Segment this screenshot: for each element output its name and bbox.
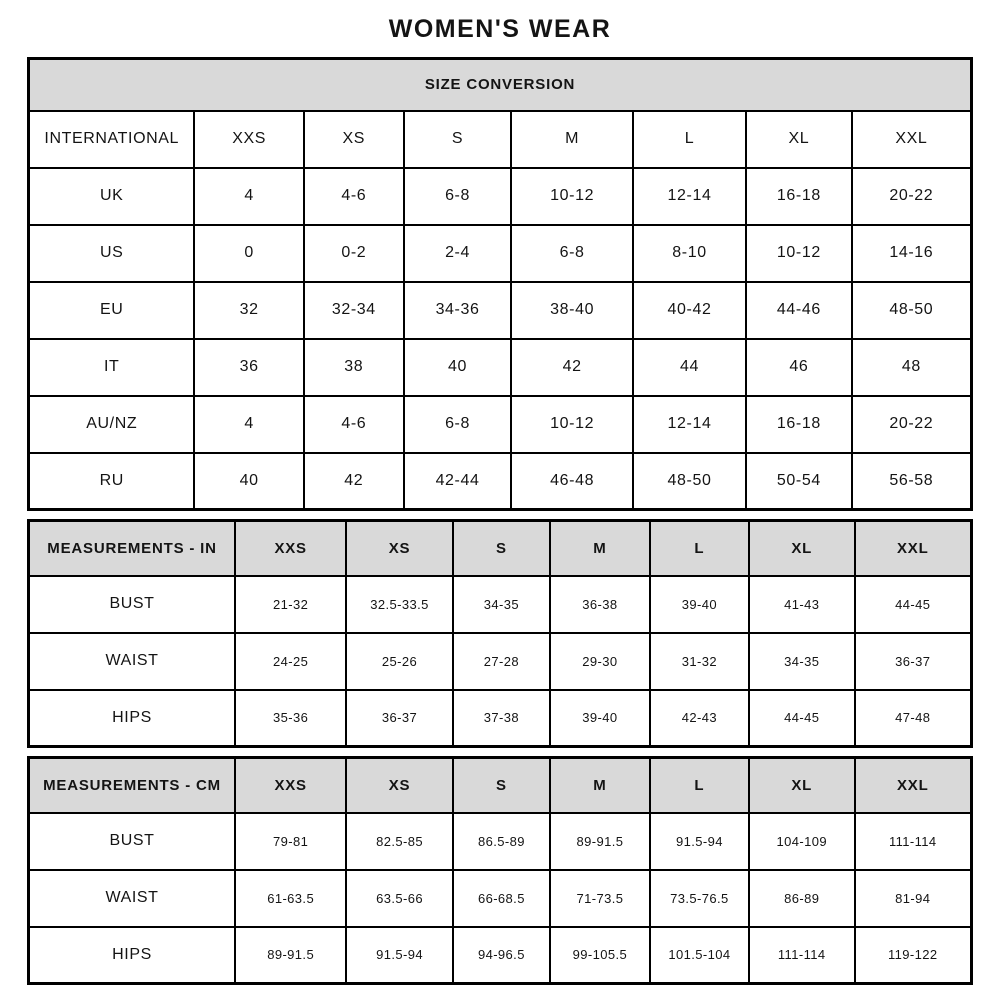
size-header-cell: S	[404, 111, 512, 168]
table-row	[29, 633, 972, 690]
measurements-cm-header-row	[29, 758, 972, 813]
size-header-cell: L	[650, 521, 749, 576]
table-cell: 71-73.5	[550, 870, 650, 927]
table-cell: 10-12	[511, 168, 633, 225]
table-cell: 4	[194, 396, 303, 453]
table-cell: 6-8	[511, 225, 633, 282]
row-label-cell: WAIST	[29, 633, 236, 690]
spacer	[27, 511, 973, 519]
table-row	[29, 927, 972, 984]
table-cell: 104-109	[749, 813, 855, 870]
table-cell: 0	[194, 225, 303, 282]
table-cell: 79-81	[235, 813, 346, 870]
table-cell: 86-89	[749, 870, 855, 927]
size-header-cell: XS	[304, 111, 404, 168]
table-cell: 12-14	[633, 396, 746, 453]
table-cell: 32-34	[304, 282, 404, 339]
table-cell: 47-48	[855, 690, 972, 747]
table-cell: 91.5-94	[650, 813, 749, 870]
size-header-cell: XL	[749, 521, 855, 576]
table-cell: 6-8	[404, 168, 512, 225]
row-label-cell: BUST	[29, 813, 236, 870]
table-cell: 36	[194, 339, 303, 396]
table-cell: 16-18	[746, 396, 852, 453]
table-cell: 36-37	[346, 690, 453, 747]
measurements-cm-table	[27, 756, 973, 985]
table-cell: 34-35	[453, 576, 550, 633]
size-header-cell: L	[633, 111, 746, 168]
table-cell: 24-25	[235, 633, 346, 690]
table-row	[29, 225, 972, 282]
table-cell: 20-22	[852, 396, 972, 453]
table-cell: 12-14	[633, 168, 746, 225]
table-cell: 81-94	[855, 870, 972, 927]
table-cell: 6-8	[404, 396, 512, 453]
table-cell: 34-36	[404, 282, 512, 339]
spacer	[27, 748, 973, 756]
table-row	[29, 339, 972, 396]
table-cell: 111-114	[749, 927, 855, 984]
row-label-cell: HIPS	[29, 927, 236, 984]
table-cell: 73.5-76.5	[650, 870, 749, 927]
size-header-cell: XL	[749, 758, 855, 813]
table-cell: 36-38	[550, 576, 650, 633]
row-label-cell: IT	[29, 339, 195, 396]
table-row	[29, 870, 972, 927]
table-cell: 46-48	[511, 453, 633, 510]
table-cell: 40	[404, 339, 512, 396]
measurements-cm-title: MEASUREMENTS - CM	[29, 758, 236, 813]
row-label-cell: UK	[29, 168, 195, 225]
size-header-cell: XXL	[855, 521, 972, 576]
size-header-cell: XL	[746, 111, 852, 168]
table-cell: 29-30	[550, 633, 650, 690]
table-cell: 32.5-33.5	[346, 576, 453, 633]
table-cell: 39-40	[650, 576, 749, 633]
page-title: WOMEN'S WEAR	[388, 15, 612, 43]
measurements-in-header-row	[29, 521, 972, 576]
table-cell: 10-12	[746, 225, 852, 282]
table-cell: 119-122	[855, 927, 972, 984]
table-cell: 16-18	[746, 168, 852, 225]
size-header-cell: XXL	[855, 758, 972, 813]
table-cell: 21-32	[235, 576, 346, 633]
measurements-in-title: MEASUREMENTS - IN	[29, 521, 236, 576]
table-cell: 44	[633, 339, 746, 396]
table-cell: 40-42	[633, 282, 746, 339]
table-cell: 86.5-89	[453, 813, 550, 870]
table-row	[29, 813, 972, 870]
table-cell: 61-63.5	[235, 870, 346, 927]
table-cell: 10-12	[511, 396, 633, 453]
table-cell: 39-40	[550, 690, 650, 747]
table-cell: 2-4	[404, 225, 512, 282]
table-cell: 42	[511, 339, 633, 396]
size-header-row	[29, 111, 972, 168]
table-cell: 42-43	[650, 690, 749, 747]
table-cell: 32	[194, 282, 303, 339]
table-cell: 111-114	[855, 813, 972, 870]
size-conversion-table	[27, 57, 973, 511]
size-header-cell: XXS	[194, 111, 303, 168]
row-label-cell: EU	[29, 282, 195, 339]
measurements-in-table	[27, 519, 973, 748]
table-cell: 4-6	[304, 168, 404, 225]
size-header-cell: L	[650, 758, 749, 813]
table-cell: 4-6	[304, 396, 404, 453]
table-row	[29, 168, 972, 225]
row-header-label: INTERNATIONAL	[29, 111, 195, 168]
table-cell: 101.5-104	[650, 927, 749, 984]
table-row	[29, 576, 972, 633]
table-cell: 14-16	[852, 225, 972, 282]
table-cell: 34-35	[749, 633, 855, 690]
size-header-cell: M	[550, 521, 650, 576]
table-cell: 48-50	[633, 453, 746, 510]
table-cell: 38	[304, 339, 404, 396]
table-cell: 20-22	[852, 168, 972, 225]
size-header-cell: XS	[346, 521, 453, 576]
row-label-cell: HIPS	[29, 690, 236, 747]
size-header-cell: XS	[346, 758, 453, 813]
size-header-cell: XXS	[235, 521, 346, 576]
size-header-cell: XXS	[235, 758, 346, 813]
table-cell: 50-54	[746, 453, 852, 510]
table-cell: 89-91.5	[235, 927, 346, 984]
table-cell: 44-45	[749, 690, 855, 747]
row-label-cell: BUST	[29, 576, 236, 633]
table-cell: 63.5-66	[346, 870, 453, 927]
table-cell: 89-91.5	[550, 813, 650, 870]
row-label-cell: US	[29, 225, 195, 282]
table-cell: 48-50	[852, 282, 972, 339]
table-cell: 27-28	[453, 633, 550, 690]
table-row	[29, 396, 972, 453]
table-cell: 46	[746, 339, 852, 396]
table-cell: 31-32	[650, 633, 749, 690]
size-conversion-title: SIZE CONVERSION	[29, 59, 972, 111]
table-cell: 48	[852, 339, 972, 396]
table-cell: 8-10	[633, 225, 746, 282]
table-cell: 94-96.5	[453, 927, 550, 984]
table-row	[29, 453, 972, 510]
table-cell: 42	[304, 453, 404, 510]
table-cell: 4	[194, 168, 303, 225]
row-label-cell: AU/NZ	[29, 396, 195, 453]
table-cell: 44-46	[746, 282, 852, 339]
table-cell: 66-68.5	[453, 870, 550, 927]
table-cell: 35-36	[235, 690, 346, 747]
table-cell: 56-58	[852, 453, 972, 510]
table-row	[29, 282, 972, 339]
table-cell: 82.5-85	[346, 813, 453, 870]
size-header-cell: XXL	[852, 111, 972, 168]
table-cell: 91.5-94	[346, 927, 453, 984]
table-cell: 44-45	[855, 576, 972, 633]
size-header-cell: M	[550, 758, 650, 813]
table-cell: 0-2	[304, 225, 404, 282]
table-cell: 40	[194, 453, 303, 510]
table-cell: 99-105.5	[550, 927, 650, 984]
row-label-cell: RU	[29, 453, 195, 510]
table-row	[29, 690, 972, 747]
table-title-row	[29, 59, 972, 111]
size-header-cell: S	[453, 521, 550, 576]
table-cell: 38-40	[511, 282, 633, 339]
size-header-cell: M	[511, 111, 633, 168]
table-cell: 36-37	[855, 633, 972, 690]
row-label-cell: WAIST	[29, 870, 236, 927]
table-cell: 25-26	[346, 633, 453, 690]
table-cell: 41-43	[749, 576, 855, 633]
table-cell: 42-44	[404, 453, 512, 510]
table-cell: 37-38	[453, 690, 550, 747]
size-header-cell: S	[453, 758, 550, 813]
